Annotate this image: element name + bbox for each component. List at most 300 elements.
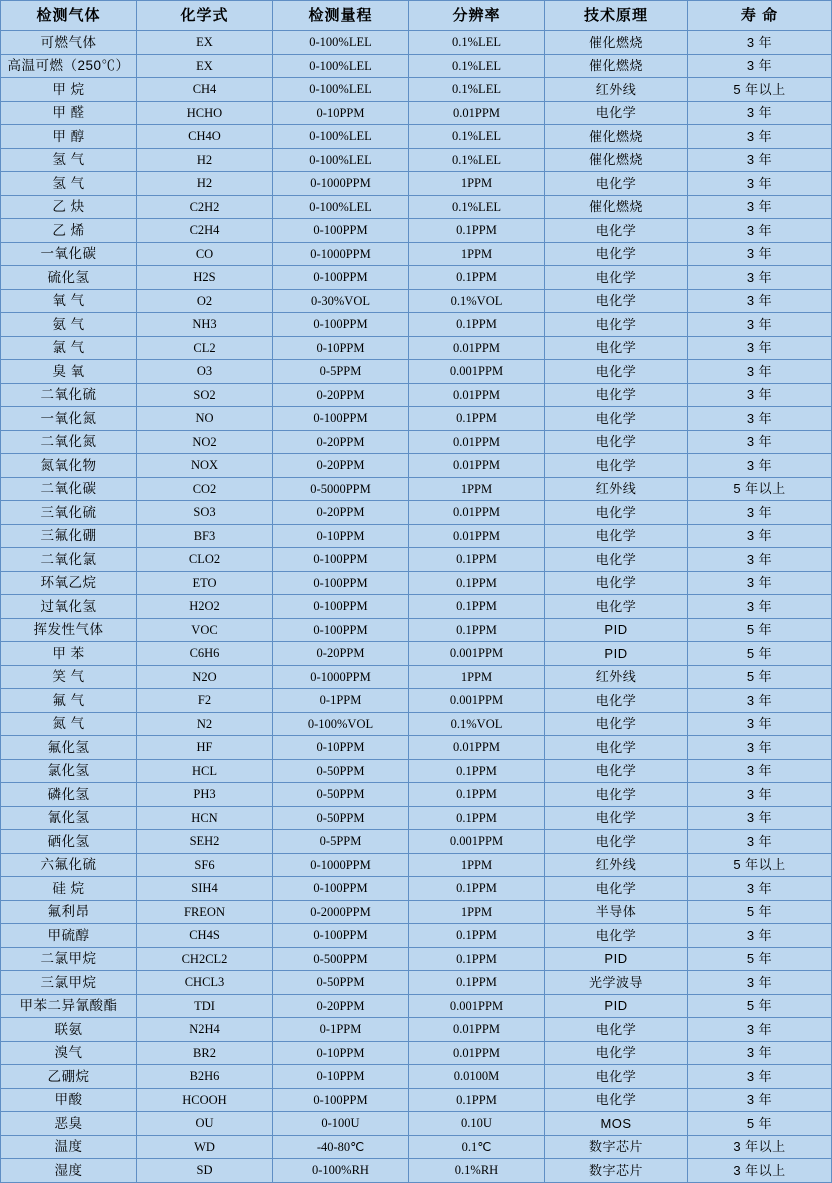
cell-gas-name: 臭 氧: [1, 360, 137, 384]
cell-resolution: 0.001PPM: [409, 994, 545, 1018]
cell-service-life: 3 年: [688, 1041, 832, 1065]
cell-resolution: 0.1%RH: [409, 1159, 545, 1183]
table-row: [1, 618, 832, 642]
cell-technical-principle: PID: [545, 618, 688, 642]
cell-chemical-formula: CO2: [137, 477, 273, 501]
cell-service-life: 5 年: [688, 1112, 832, 1136]
column-header-gas: 检测气体: [1, 1, 137, 31]
cell-service-life: 3 年: [688, 1018, 832, 1042]
cell-technical-principle: 电化学: [545, 571, 688, 595]
cell-service-life: 3 年: [688, 1088, 832, 1112]
cell-gas-name: 恶臭: [1, 1112, 137, 1136]
cell-detection-range: 0-1000PPM: [273, 665, 409, 689]
cell-chemical-formula: SO3: [137, 501, 273, 525]
table-row: [1, 924, 832, 948]
cell-chemical-formula: EX: [137, 54, 273, 78]
cell-detection-range: 0-1000PPM: [273, 172, 409, 196]
cell-chemical-formula: PH3: [137, 783, 273, 807]
cell-service-life: 3 年: [688, 524, 832, 548]
table-row: [1, 148, 832, 172]
cell-technical-principle: 电化学: [545, 1065, 688, 1089]
cell-gas-name: 甲 苯: [1, 642, 137, 666]
table-row: [1, 548, 832, 572]
cell-service-life: 3 年: [688, 148, 832, 172]
cell-resolution: 0.001PPM: [409, 360, 545, 384]
cell-chemical-formula: O3: [137, 360, 273, 384]
cell-chemical-formula: CH4O: [137, 125, 273, 149]
cell-resolution: 0.001PPM: [409, 689, 545, 713]
table-row: [1, 1159, 832, 1183]
cell-service-life: 3 年: [688, 360, 832, 384]
table-row: [1, 172, 832, 196]
cell-chemical-formula: HCL: [137, 759, 273, 783]
table-row: [1, 477, 832, 501]
cell-detection-range: 0-20PPM: [273, 454, 409, 478]
cell-technical-principle: 数字芯片: [545, 1159, 688, 1183]
cell-gas-name: 可燃气体: [1, 31, 137, 55]
table-row: [1, 524, 832, 548]
cell-gas-name: 乙 炔: [1, 195, 137, 219]
cell-technical-principle: 催化燃烧: [545, 54, 688, 78]
cell-resolution: 0.1PPM: [409, 806, 545, 830]
cell-detection-range: 0-50PPM: [273, 806, 409, 830]
cell-technical-principle: 数字芯片: [545, 1135, 688, 1159]
cell-service-life: 3 年: [688, 595, 832, 619]
cell-chemical-formula: EX: [137, 31, 273, 55]
cell-detection-range: 0-10PPM: [273, 524, 409, 548]
cell-service-life: 3 年: [688, 125, 832, 149]
cell-resolution: 1PPM: [409, 665, 545, 689]
cell-gas-name: 甲 醛: [1, 101, 137, 125]
cell-detection-range: 0-100%LEL: [273, 195, 409, 219]
cell-chemical-formula: FREON: [137, 900, 273, 924]
cell-resolution: 0.1PPM: [409, 266, 545, 290]
cell-chemical-formula: C2H4: [137, 219, 273, 243]
cell-detection-range: 0-100PPM: [273, 266, 409, 290]
cell-resolution: 0.01PPM: [409, 501, 545, 525]
column-header-life: 寿 命: [688, 1, 832, 31]
cell-detection-range: 0-100%RH: [273, 1159, 409, 1183]
cell-chemical-formula: OU: [137, 1112, 273, 1136]
cell-resolution: 0.10U: [409, 1112, 545, 1136]
cell-service-life: 3 年: [688, 430, 832, 454]
cell-resolution: 0.01PPM: [409, 383, 545, 407]
cell-chemical-formula: H2O2: [137, 595, 273, 619]
table-row: [1, 877, 832, 901]
cell-service-life: 3 年: [688, 242, 832, 266]
table-row: [1, 219, 832, 243]
cell-technical-principle: 电化学: [545, 454, 688, 478]
cell-resolution: 0.01PPM: [409, 454, 545, 478]
cell-chemical-formula: HCHO: [137, 101, 273, 125]
table-body: [1, 31, 832, 1183]
cell-gas-name: 过氧化氢: [1, 595, 137, 619]
cell-detection-range: 0-20PPM: [273, 501, 409, 525]
cell-technical-principle: 电化学: [545, 524, 688, 548]
cell-detection-range: 0-20PPM: [273, 383, 409, 407]
cell-detection-range: 0-1000PPM: [273, 242, 409, 266]
cell-gas-name: 溴气: [1, 1041, 137, 1065]
cell-detection-range: 0-1000PPM: [273, 853, 409, 877]
cell-gas-name: 乙硼烷: [1, 1065, 137, 1089]
cell-chemical-formula: C6H6: [137, 642, 273, 666]
cell-resolution: 0.01PPM: [409, 524, 545, 548]
cell-service-life: 3 年: [688, 501, 832, 525]
cell-gas-name: 氰化氢: [1, 806, 137, 830]
cell-service-life: 3 年: [688, 736, 832, 760]
cell-detection-range: 0-100%LEL: [273, 78, 409, 102]
cell-detection-range: 0-50PPM: [273, 783, 409, 807]
cell-resolution: 0.1PPM: [409, 595, 545, 619]
cell-technical-principle: 电化学: [545, 736, 688, 760]
cell-technical-principle: 红外线: [545, 477, 688, 501]
table-row: [1, 242, 832, 266]
table-row: [1, 806, 832, 830]
column-header-range: 检测量程: [273, 1, 409, 31]
table-row: [1, 783, 832, 807]
cell-gas-name: 甲硫醇: [1, 924, 137, 948]
cell-resolution: 0.1%LEL: [409, 31, 545, 55]
cell-technical-principle: 电化学: [545, 101, 688, 125]
cell-gas-name: 氟利昂: [1, 900, 137, 924]
cell-gas-name: 挥发性气体: [1, 618, 137, 642]
table-row: [1, 1088, 832, 1112]
cell-service-life: 3 年: [688, 571, 832, 595]
cell-technical-principle: 电化学: [545, 336, 688, 360]
table-row: [1, 454, 832, 478]
table-row: [1, 994, 832, 1018]
cell-gas-name: 硒化氢: [1, 830, 137, 854]
cell-resolution: 0.1%LEL: [409, 78, 545, 102]
cell-detection-range: 0-100PPM: [273, 219, 409, 243]
cell-chemical-formula: H2S: [137, 266, 273, 290]
cell-gas-name: 一氧化碳: [1, 242, 137, 266]
cell-resolution: 0.1%LEL: [409, 125, 545, 149]
table-row: [1, 313, 832, 337]
cell-gas-name: 氮 气: [1, 712, 137, 736]
cell-detection-range: 0-20PPM: [273, 994, 409, 1018]
cell-resolution: 0.1%VOL: [409, 289, 545, 313]
cell-resolution: 0.1%VOL: [409, 712, 545, 736]
cell-gas-name: 硫化氢: [1, 266, 137, 290]
cell-chemical-formula: SD: [137, 1159, 273, 1183]
cell-chemical-formula: SF6: [137, 853, 273, 877]
cell-resolution: 1PPM: [409, 172, 545, 196]
cell-chemical-formula: TDI: [137, 994, 273, 1018]
cell-resolution: 0.1PPM: [409, 924, 545, 948]
cell-service-life: 5 年: [688, 665, 832, 689]
cell-gas-name: 二氧化碳: [1, 477, 137, 501]
cell-chemical-formula: SEH2: [137, 830, 273, 854]
cell-chemical-formula: CHCL3: [137, 971, 273, 995]
cell-detection-range: 0-10PPM: [273, 736, 409, 760]
cell-detection-range: 0-100PPM: [273, 571, 409, 595]
cell-detection-range: 0-100PPM: [273, 877, 409, 901]
cell-resolution: 0.001PPM: [409, 642, 545, 666]
cell-service-life: 5 年: [688, 618, 832, 642]
cell-resolution: 0.1PPM: [409, 947, 545, 971]
cell-gas-name: 氮氧化物: [1, 454, 137, 478]
table-row: [1, 1065, 832, 1089]
cell-resolution: 0.1%LEL: [409, 195, 545, 219]
cell-service-life: 5 年: [688, 994, 832, 1018]
cell-technical-principle: 电化学: [545, 806, 688, 830]
cell-chemical-formula: CH4: [137, 78, 273, 102]
cell-detection-range: 0-100%VOL: [273, 712, 409, 736]
cell-resolution: 0.1PPM: [409, 219, 545, 243]
cell-chemical-formula: HF: [137, 736, 273, 760]
cell-resolution: 0.01PPM: [409, 430, 545, 454]
cell-resolution: 0.1PPM: [409, 571, 545, 595]
cell-chemical-formula: NOX: [137, 454, 273, 478]
cell-resolution: 0.1PPM: [409, 759, 545, 783]
cell-technical-principle: 红外线: [545, 853, 688, 877]
table-row: [1, 336, 832, 360]
cell-service-life: 3 年: [688, 172, 832, 196]
cell-service-life: 3 年: [688, 336, 832, 360]
table-row: [1, 125, 832, 149]
cell-technical-principle: 电化学: [545, 830, 688, 854]
cell-chemical-formula: NH3: [137, 313, 273, 337]
cell-gas-name: 甲 醇: [1, 125, 137, 149]
cell-service-life: 3 年: [688, 830, 832, 854]
cell-resolution: 0.001PPM: [409, 830, 545, 854]
cell-detection-range: 0-5PPM: [273, 360, 409, 384]
cell-gas-name: 甲 烷: [1, 78, 137, 102]
table-row: [1, 830, 832, 854]
cell-service-life: 3 年: [688, 407, 832, 431]
cell-gas-name: 硅 烷: [1, 877, 137, 901]
cell-resolution: 0.01PPM: [409, 336, 545, 360]
cell-technical-principle: 催化燃烧: [545, 195, 688, 219]
cell-service-life: 3 年以上: [688, 1135, 832, 1159]
cell-service-life: 3 年: [688, 971, 832, 995]
cell-service-life: 3 年: [688, 877, 832, 901]
table-row: [1, 78, 832, 102]
table-row: [1, 195, 832, 219]
cell-resolution: 1PPM: [409, 853, 545, 877]
cell-chemical-formula: SO2: [137, 383, 273, 407]
cell-technical-principle: 红外线: [545, 78, 688, 102]
cell-chemical-formula: B2H6: [137, 1065, 273, 1089]
table-row: [1, 430, 832, 454]
cell-resolution: 0.1PPM: [409, 407, 545, 431]
cell-gas-name: 一氧化氮: [1, 407, 137, 431]
header-row: [1, 1, 832, 31]
cell-service-life: 5 年: [688, 947, 832, 971]
cell-technical-principle: 电化学: [545, 759, 688, 783]
cell-technical-principle: 电化学: [545, 172, 688, 196]
column-header-principle: 技术原理: [545, 1, 688, 31]
cell-gas-name: 高温可燃（250℃）: [1, 54, 137, 78]
cell-resolution: 0.1PPM: [409, 971, 545, 995]
cell-chemical-formula: H2: [137, 148, 273, 172]
cell-service-life: 3 年: [688, 1065, 832, 1089]
table-row: [1, 1041, 832, 1065]
cell-chemical-formula: O2: [137, 289, 273, 313]
cell-detection-range: 0-1PPM: [273, 689, 409, 713]
cell-gas-name: 乙 烯: [1, 219, 137, 243]
cell-detection-range: 0-100PPM: [273, 595, 409, 619]
cell-resolution: 0.01PPM: [409, 1041, 545, 1065]
cell-gas-name: 磷化氢: [1, 783, 137, 807]
cell-chemical-formula: F2: [137, 689, 273, 713]
cell-gas-name: 环氧乙烷: [1, 571, 137, 595]
cell-gas-name: 二氯甲烷: [1, 947, 137, 971]
cell-detection-range: 0-50PPM: [273, 759, 409, 783]
table-row: [1, 571, 832, 595]
cell-gas-name: 氢 气: [1, 148, 137, 172]
cell-technical-principle: 电化学: [545, 266, 688, 290]
cell-service-life: 3 年: [688, 712, 832, 736]
cell-service-life: 3 年: [688, 783, 832, 807]
cell-resolution: 0.1PPM: [409, 877, 545, 901]
cell-service-life: 3 年: [688, 924, 832, 948]
cell-chemical-formula: CH2CL2: [137, 947, 273, 971]
cell-chemical-formula: N2O: [137, 665, 273, 689]
table-row: [1, 383, 832, 407]
cell-resolution: 0.1PPM: [409, 1088, 545, 1112]
cell-detection-range: -40-80℃: [273, 1135, 409, 1159]
cell-detection-range: 0-100U: [273, 1112, 409, 1136]
cell-resolution: 1PPM: [409, 477, 545, 501]
cell-resolution: 0.1PPM: [409, 783, 545, 807]
cell-gas-name: 三氧化硫: [1, 501, 137, 525]
cell-technical-principle: 电化学: [545, 1088, 688, 1112]
cell-chemical-formula: CO: [137, 242, 273, 266]
cell-technical-principle: 红外线: [545, 665, 688, 689]
cell-detection-range: 0-500PPM: [273, 947, 409, 971]
cell-technical-principle: 电化学: [545, 501, 688, 525]
cell-gas-name: 二氧化氮: [1, 430, 137, 454]
cell-service-life: 3 年: [688, 195, 832, 219]
cell-resolution: 0.01PPM: [409, 1018, 545, 1042]
table-row: [1, 759, 832, 783]
cell-gas-name: 二氧化氯: [1, 548, 137, 572]
cell-gas-name: 氢 气: [1, 172, 137, 196]
cell-technical-principle: MOS: [545, 1112, 688, 1136]
cell-detection-range: 0-1PPM: [273, 1018, 409, 1042]
cell-technical-principle: PID: [545, 994, 688, 1018]
table-row: [1, 407, 832, 431]
cell-resolution: 0.1PPM: [409, 548, 545, 572]
table-row: [1, 31, 832, 55]
cell-service-life: 5 年以上: [688, 853, 832, 877]
cell-technical-principle: 电化学: [545, 219, 688, 243]
cell-technical-principle: 电化学: [545, 877, 688, 901]
table-row: [1, 947, 832, 971]
table-row: [1, 712, 832, 736]
cell-gas-name: 氨 气: [1, 313, 137, 337]
cell-detection-range: 0-2000PPM: [273, 900, 409, 924]
cell-resolution: 0.1PPM: [409, 313, 545, 337]
cell-detection-range: 0-100%LEL: [273, 125, 409, 149]
cell-service-life: 3 年: [688, 548, 832, 572]
cell-service-life: 3 年: [688, 54, 832, 78]
table-row: [1, 642, 832, 666]
cell-technical-principle: 电化学: [545, 1018, 688, 1042]
cell-technical-principle: 催化燃烧: [545, 148, 688, 172]
cell-service-life: 5 年: [688, 900, 832, 924]
cell-service-life: 3 年: [688, 454, 832, 478]
cell-detection-range: 0-10PPM: [273, 1041, 409, 1065]
table-row: [1, 266, 832, 290]
cell-technical-principle: 半导体: [545, 900, 688, 924]
cell-service-life: 5 年以上: [688, 477, 832, 501]
cell-resolution: 1PPM: [409, 242, 545, 266]
cell-technical-principle: 电化学: [545, 407, 688, 431]
cell-chemical-formula: HCOOH: [137, 1088, 273, 1112]
cell-chemical-formula: N2H4: [137, 1018, 273, 1042]
cell-gas-name: 甲酸: [1, 1088, 137, 1112]
cell-chemical-formula: NO2: [137, 430, 273, 454]
cell-gas-name: 氯 气: [1, 336, 137, 360]
cell-chemical-formula: BR2: [137, 1041, 273, 1065]
table-row: [1, 595, 832, 619]
cell-resolution: 0.1PPM: [409, 618, 545, 642]
cell-technical-principle: 电化学: [545, 783, 688, 807]
column-header-formula: 化学式: [137, 1, 273, 31]
cell-service-life: 3 年: [688, 383, 832, 407]
cell-resolution: 0.1%LEL: [409, 54, 545, 78]
cell-resolution: 0.1℃: [409, 1135, 545, 1159]
cell-gas-name: 氧 气: [1, 289, 137, 313]
table-row: [1, 101, 832, 125]
table-row: [1, 289, 832, 313]
cell-detection-range: 0-100PPM: [273, 1088, 409, 1112]
table-row: [1, 1018, 832, 1042]
cell-gas-name: 温度: [1, 1135, 137, 1159]
cell-chemical-formula: WD: [137, 1135, 273, 1159]
cell-technical-principle: PID: [545, 947, 688, 971]
cell-technical-principle: 电化学: [545, 595, 688, 619]
cell-resolution: 0.1%LEL: [409, 148, 545, 172]
cell-detection-range: 0-100%LEL: [273, 31, 409, 55]
cell-detection-range: 0-5000PPM: [273, 477, 409, 501]
cell-detection-range: 0-10PPM: [273, 101, 409, 125]
cell-service-life: 3 年: [688, 689, 832, 713]
cell-service-life: 3 年: [688, 289, 832, 313]
table-row: [1, 360, 832, 384]
cell-detection-range: 0-100PPM: [273, 924, 409, 948]
cell-detection-range: 0-100%LEL: [273, 54, 409, 78]
cell-detection-range: 0-10PPM: [273, 1065, 409, 1089]
cell-service-life: 5 年以上: [688, 78, 832, 102]
cell-detection-range: 0-30%VOL: [273, 289, 409, 313]
cell-service-life: 3 年: [688, 266, 832, 290]
cell-service-life: 3 年: [688, 806, 832, 830]
cell-chemical-formula: CL2: [137, 336, 273, 360]
cell-service-life: 5 年: [688, 642, 832, 666]
cell-chemical-formula: SIH4: [137, 877, 273, 901]
table-row: [1, 1112, 832, 1136]
table-header: [1, 1, 832, 31]
cell-resolution: 0.01PPM: [409, 736, 545, 760]
cell-resolution: 1PPM: [409, 900, 545, 924]
cell-chemical-formula: BF3: [137, 524, 273, 548]
cell-chemical-formula: NO: [137, 407, 273, 431]
cell-technical-principle: 电化学: [545, 548, 688, 572]
cell-technical-principle: 光学波导: [545, 971, 688, 995]
cell-technical-principle: 电化学: [545, 383, 688, 407]
cell-chemical-formula: CH4S: [137, 924, 273, 948]
cell-gas-name: 三氟化硼: [1, 524, 137, 548]
cell-detection-range: 0-5PPM: [273, 830, 409, 854]
table-row: [1, 501, 832, 525]
cell-chemical-formula: VOC: [137, 618, 273, 642]
cell-gas-name: 甲苯二异氰酸酯: [1, 994, 137, 1018]
cell-chemical-formula: H2: [137, 172, 273, 196]
